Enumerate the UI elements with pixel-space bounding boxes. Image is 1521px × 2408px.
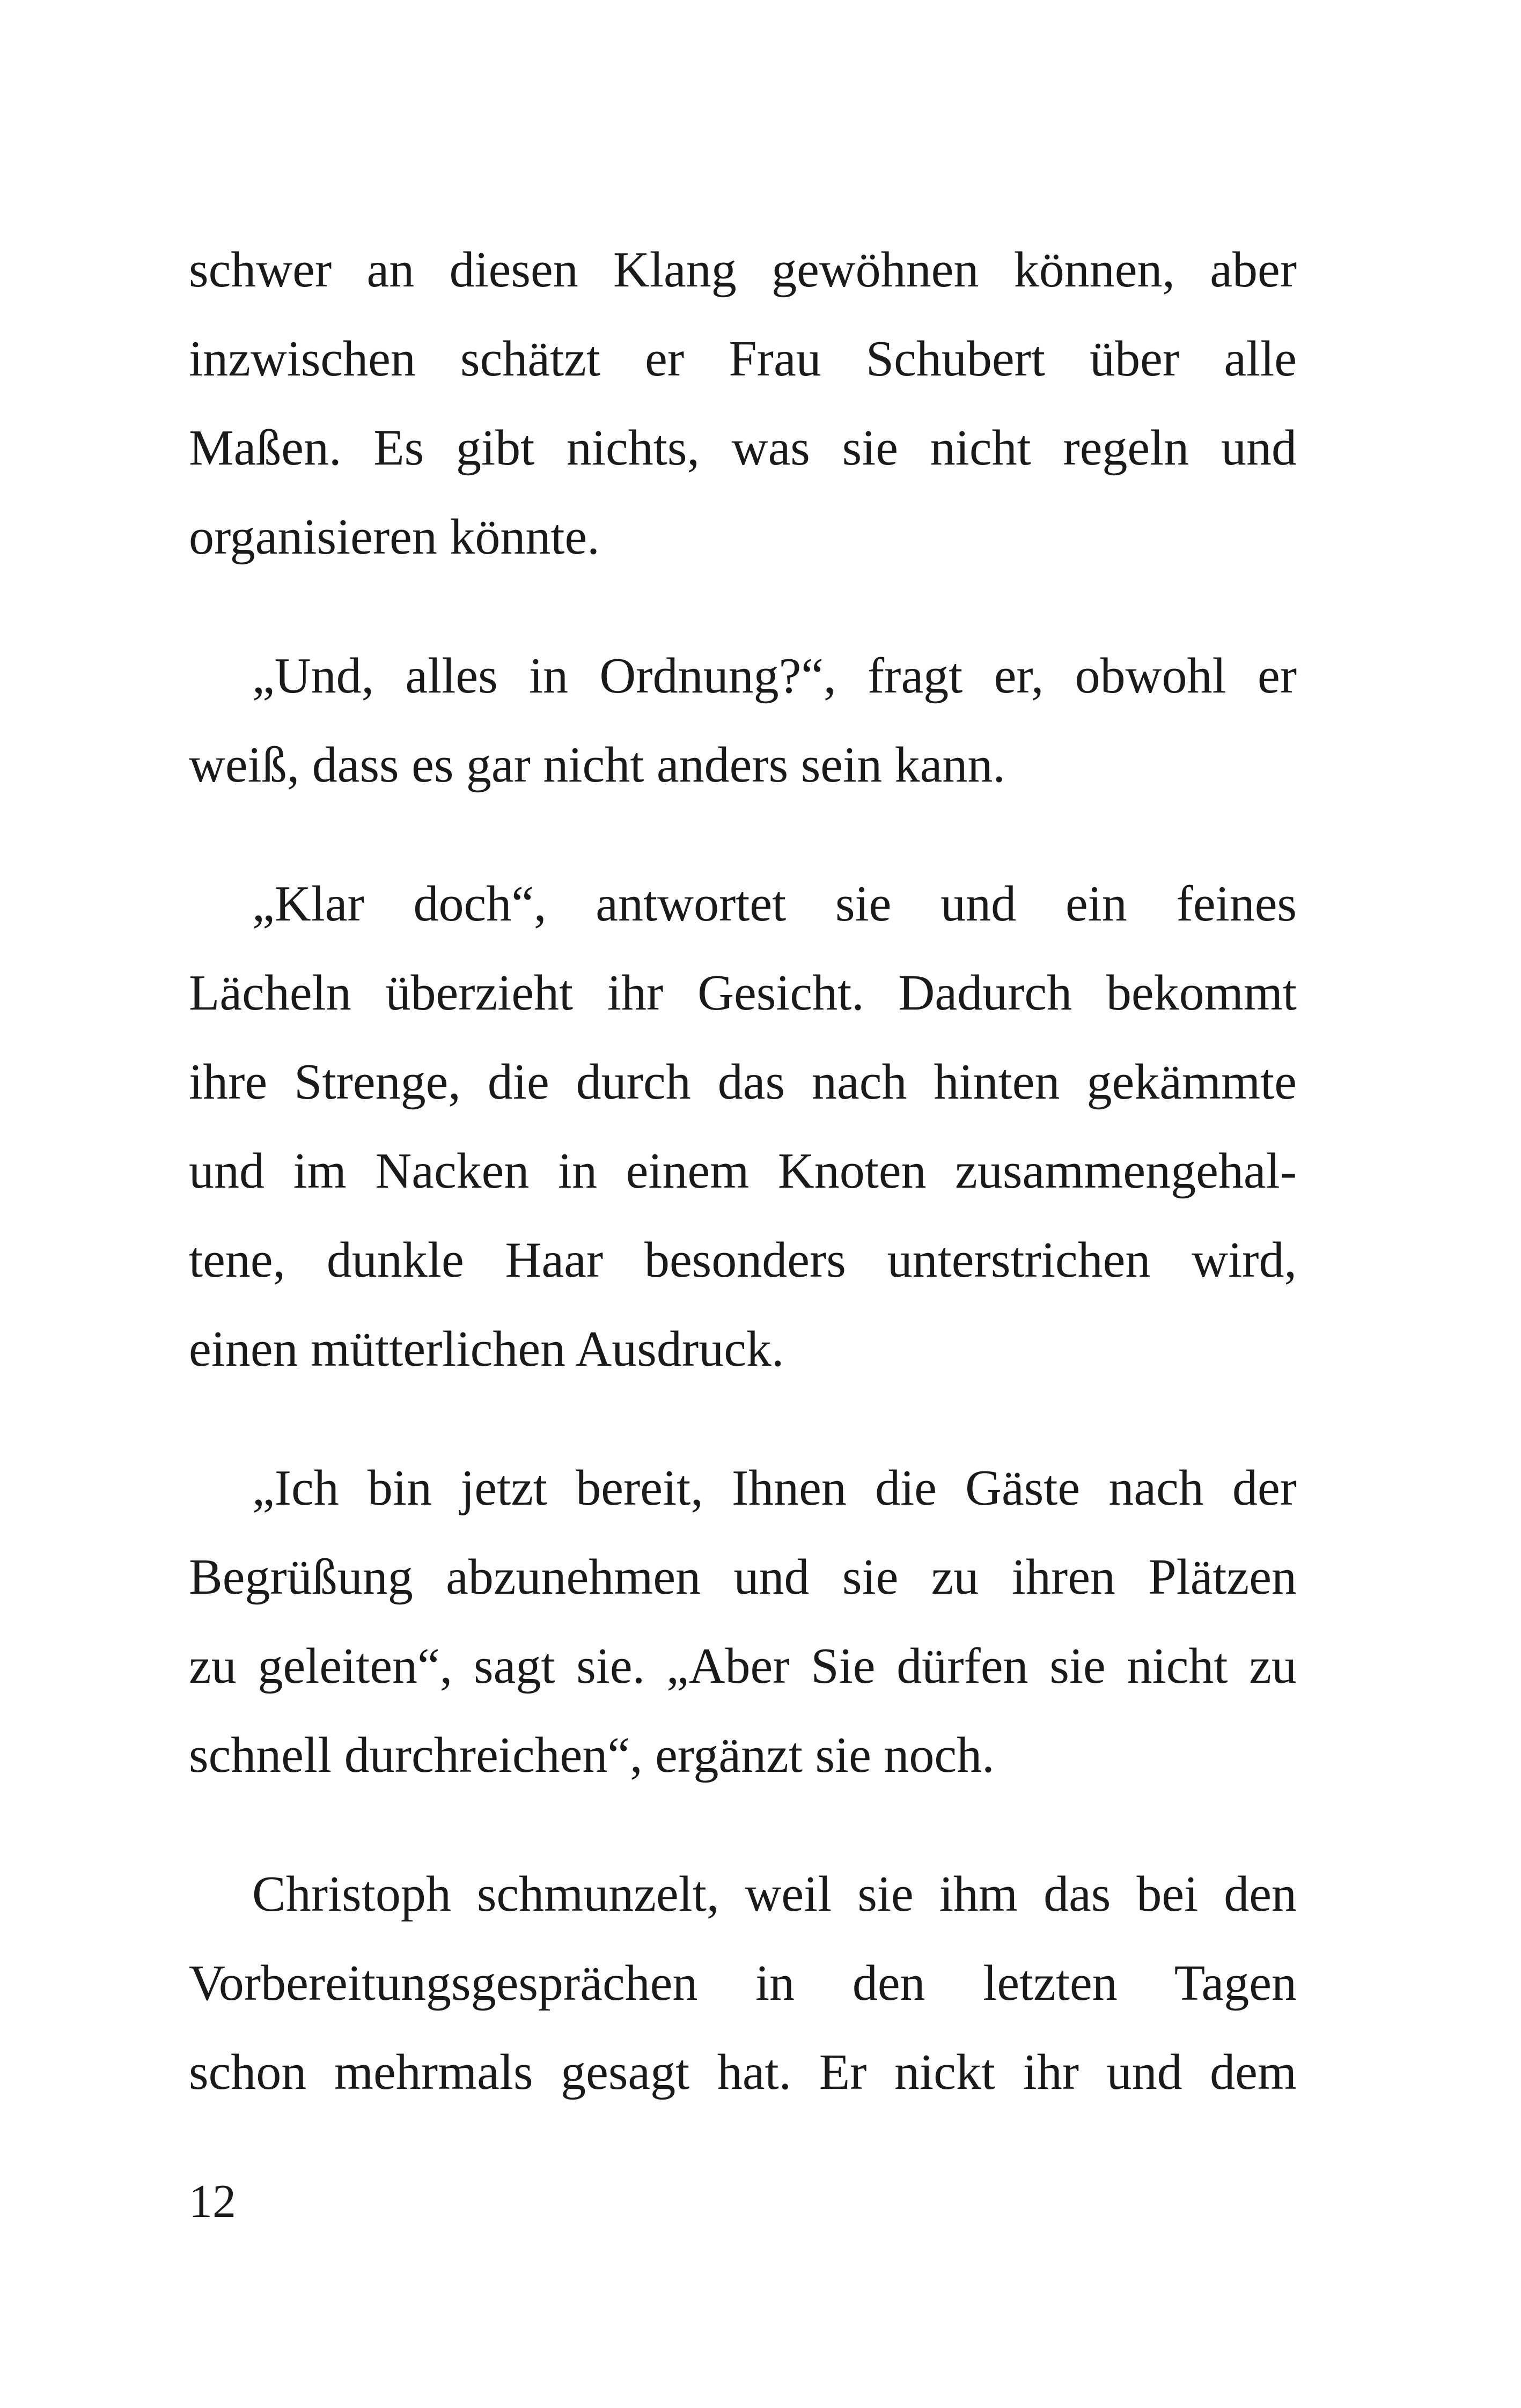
text-line: tene, dunkle Haar besonders unterstrichen wird, [189, 1232, 1297, 1288]
text-line: organisieren könnte. [189, 509, 600, 565]
text-line: Begrüßung abzunehmen und sie zu ihren Plätzen [189, 1549, 1297, 1605]
text-line: weiß, dass es gar nicht anders sein kann. [189, 737, 1005, 793]
paragraph-3 [189, 859, 1297, 1394]
text-line: einen mütterlichen Ausdruck. [189, 1321, 784, 1377]
text-line: Christoph schmunzelt, weil sie ihm das bei den [252, 1866, 1297, 1922]
paragraph-1 [189, 225, 1297, 581]
text-line: inzwischen schätzt er Frau Schubert über alle [189, 331, 1297, 387]
text-line: „Ich bin jetzt bereit, Ihnen die Gäste nach der [252, 1460, 1297, 1516]
text-line: Maßen. Es gibt nichts, was sie nicht regeln und [189, 420, 1297, 476]
paragraph-4 [189, 1444, 1297, 1800]
paragraph-2 [189, 631, 1297, 809]
body-text [189, 225, 1297, 2117]
text-line: schwer an diesen Klang gewöhnen können, aber [189, 242, 1297, 298]
page-number: 12 [189, 2176, 236, 2228]
text-line: „Klar doch“, antwortet sie und ein feines [252, 876, 1297, 932]
text-line: Vorbereitungsgesprächen in den letzten Tagen [189, 1955, 1297, 2011]
text-line: „Und, alles in Ordnung?“, fragt er, obwohl er [252, 648, 1297, 704]
text-line: zu geleiten“, sagt sie. „Aber Sie dürfen sie nicht zu [189, 1638, 1297, 1694]
text-line: schon mehrmals gesagt hat. Er nickt ihr und dem [189, 2044, 1297, 2100]
text-line: und im Nacken in einem Knoten zusammengehal- [189, 1143, 1297, 1199]
text-line: schnell durchreichen“, ergänzt sie noch. [189, 1727, 995, 1783]
paragraph-5 [189, 1850, 1297, 2117]
text-line: ihre Strenge, die durch das nach hinten gekämmte [189, 1054, 1297, 1110]
text-line: Lächeln überzieht ihr Gesicht. Dadurch bekommt [189, 965, 1297, 1021]
